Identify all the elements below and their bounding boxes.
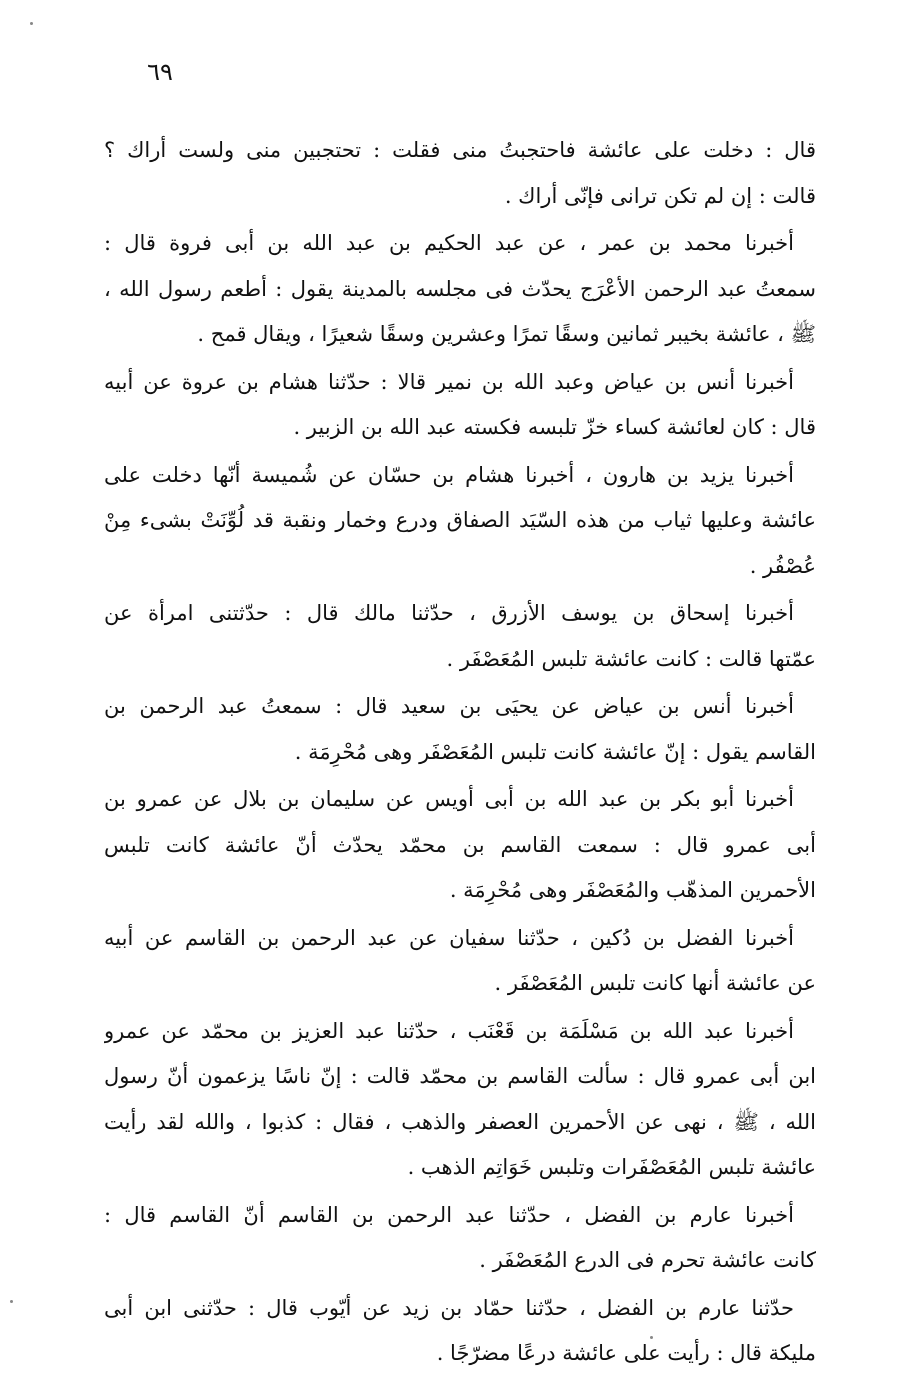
text-line: قالت : إن لم تكن ترانى فإنّى أراك . [504, 183, 816, 208]
text-line: قال : دخلت على عائشة فاحتجبتُ منى فقلت : تحتجبين منى ولست أراك ؟ [104, 138, 816, 162]
text-line: قال : كان لعائشة كساء خزّ تلبسه فكسته عبد الله بن الزبير . [293, 415, 816, 439]
paragraph [104, 1009, 816, 1191]
text-line: كانت عائشة تحرم فى الدرع المُعَصْفَر . [479, 1248, 816, 1272]
text-line: عائشة تلبس المُعَصْفَرات وتلبس خَوَاتِم الذهب . [407, 1155, 816, 1179]
paragraph [104, 360, 816, 451]
text-line: الله ، ﷺ ، نهى عن الأحمرين العصفر والذهب ، فقال : كذبوا ، والله لقد رأيت [104, 1109, 816, 1134]
paragraph [104, 916, 816, 1007]
text-line: أخبرنا أنس بن عياض عن يحيَى بن سعيد قال : سمعتُ عبد الرحمن بن [104, 694, 794, 718]
text-line: أبى عمرو قال : سمعت القاسم بن محمّد يحدّث أنّ عائشة كانت تلبس [104, 832, 816, 857]
text-line: أخبرنا أنس بن عياض وعبد الله بن نمير قالا : حدّثنا هشام بن عروة عن أبيه [104, 369, 794, 394]
paragraph [104, 453, 816, 590]
text-line: عائشة وعليها ثياب من هذه السّيَد الصفاق ودرع وخمار ونقبة قد لُوِّنَتْ بشىء مِنْ [104, 508, 816, 532]
text-line: عُصْفُر . [749, 553, 816, 578]
text-line: الأحمرين المذهّب والمُعَصْفَر وهى مُحْرِمَة . [449, 878, 816, 902]
scan-speck [10, 1300, 13, 1303]
scan-speck [650, 1336, 653, 1339]
text-line: سمعتُ عبد الرحمن الأعْرَج يحدّث فى مجلسه بالمدينة يقول : أطعم رسول الله ، [104, 276, 816, 301]
text-line: أخبرنا إسحاق بن يوسف الأزرق ، حدّثنا مالك قال : حدّثتنى امرأة عن [104, 601, 794, 625]
paragraph [104, 777, 816, 914]
text-line: أخبرنا الفضل بن دُكين ، حدّثنا سفيان عن عبد الرحمن بن القاسم عن أبيه [104, 925, 794, 950]
paragraph [104, 1193, 816, 1284]
text-line: مليكة قال : رأيت على عائشة درعًا مضرّجًا . [436, 1341, 816, 1365]
page-number: ٦٩ [147, 58, 173, 86]
paragraph [104, 1286, 816, 1377]
paragraph [104, 128, 816, 219]
text-line: أخبرنا أبو بكر بن عبد الله بن أبى أويس عن سليمان بن بلال عن عمرو بن [104, 787, 794, 811]
text-line: أخبرنا عارم بن الفضل ، حدّثنا عبد الرحمن بن القاسم أنّ القاسم قال : [104, 1202, 794, 1227]
text-line: حدّثنا عارم بن الفضل ، حدّثنا حمّاد بن زيد عن أيّوب قال : حدّثنى ابن أبى [104, 1295, 795, 1320]
page-body [104, 128, 816, 1379]
text-line: ﷺ ، عائشة بخيبر ثمانين وسقًا تمرًا وعشرين وسقًا شعيرًا ، ويقال قمح . [197, 322, 816, 346]
text-line: عن عائشة أنها كانت تلبس المُعَصْفَر . [494, 971, 816, 995]
text-line: عمّتها قالت : كانت عائشة تلبس المُعَصْفَر . [446, 646, 816, 671]
paragraph [104, 221, 816, 358]
text-line: أخبرنا محمد بن عمر ، عن عبد الحكيم بن عبد الله بن أبى فروة قال : [104, 231, 794, 255]
paragraph [104, 684, 816, 775]
text-line: أخبرنا يزيد بن هارون ، أخبرنا هشام بن حسّان عن شُميسة أنّها دخلت على [104, 462, 794, 487]
text-line: القاسم يقول : إنّ عائشة كانت تلبس المُعَصْفَر وهى مُحْرِمَة . [294, 739, 816, 764]
text-line: ابن أبى عمرو قال : سألت القاسم بن محمّد قالت : إنّ ناسًا يزعمون أنّ رسول [104, 1064, 816, 1088]
text-line: أخبرنا عبد الله بن مَسْلَمَة بن قَعْنَب ، حدّثنا عبد العزيز بن محمّد عن عمرو [104, 1018, 794, 1043]
scan-speck [30, 22, 33, 25]
paragraph [104, 591, 816, 682]
